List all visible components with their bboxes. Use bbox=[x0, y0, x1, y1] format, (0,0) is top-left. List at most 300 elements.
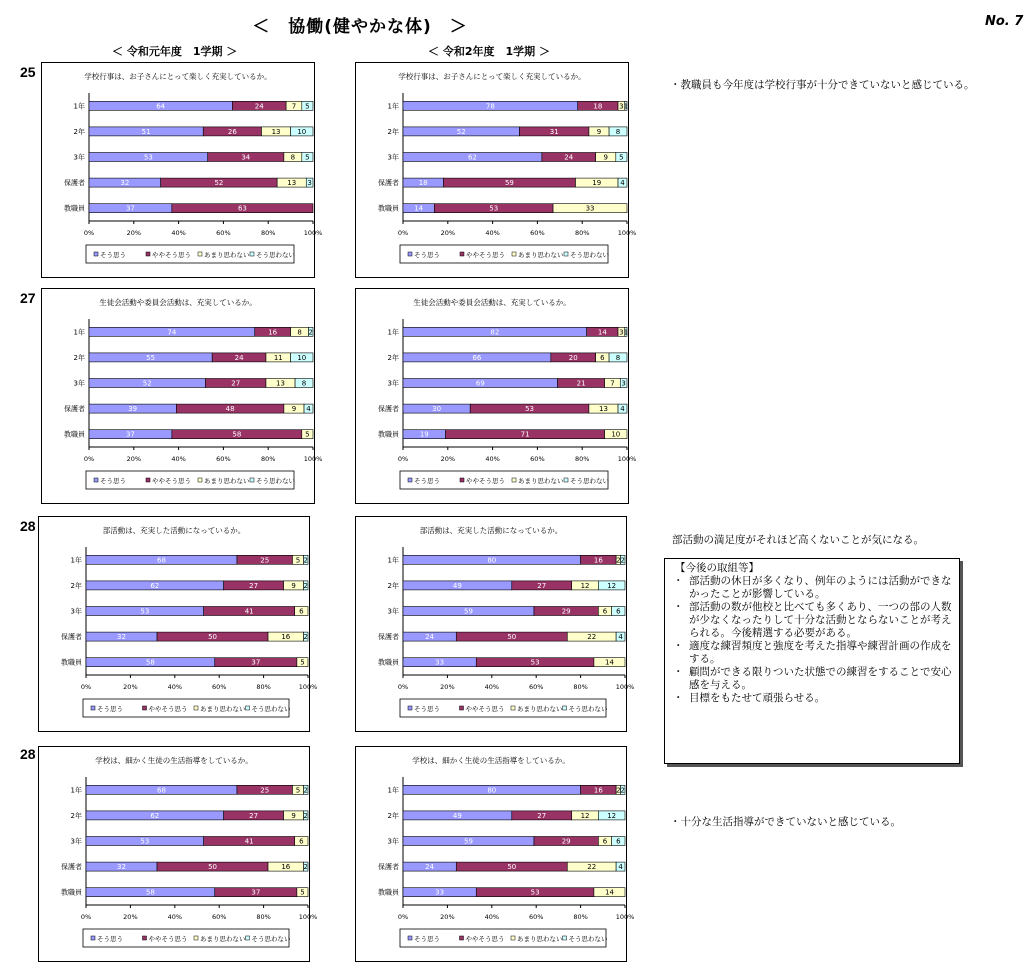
data-label: 52 bbox=[456, 127, 466, 136]
data-label: 27 bbox=[249, 811, 259, 820]
x-tick-label: 0% bbox=[397, 229, 409, 237]
question-number: 27 bbox=[20, 290, 36, 306]
legend-label: あまり思わない bbox=[518, 251, 564, 259]
x-tick-label: 60% bbox=[528, 683, 544, 691]
data-label: 2 bbox=[303, 581, 309, 590]
column-header-r2: ＜ 令和2年度 1学期 ＞ bbox=[428, 45, 550, 58]
category-label: 1年 bbox=[73, 102, 85, 111]
data-label: 62 bbox=[150, 811, 160, 820]
data-label: 8 bbox=[301, 379, 307, 388]
x-tick-label: 100% bbox=[617, 229, 637, 237]
legend-swatch bbox=[563, 706, 567, 710]
data-label: 33 bbox=[435, 888, 445, 897]
x-tick-label: 60% bbox=[216, 229, 231, 237]
legend-label: そう思う bbox=[100, 477, 126, 485]
data-label: 12 bbox=[580, 811, 590, 820]
data-label: 24 bbox=[425, 633, 435, 642]
data-label: 41 bbox=[244, 607, 254, 616]
stacked-bar-chart bbox=[356, 747, 635, 961]
data-label: 8 bbox=[615, 127, 621, 136]
data-label: 68 bbox=[157, 786, 166, 795]
plan-item: ・ 部活動の休日が多くなり、例年のようには活動ができなかったことが影響している。 bbox=[671, 575, 953, 601]
data-label: 3 bbox=[307, 179, 312, 188]
category-label: 保護者 bbox=[61, 863, 82, 872]
data-label: 3 bbox=[619, 328, 624, 337]
legend-swatch bbox=[246, 936, 250, 940]
chart-panel bbox=[41, 62, 323, 278]
chart-title: 学校行事は、お子さんにとって楽しく充実しているか。 bbox=[84, 72, 272, 81]
data-label: 53 bbox=[530, 658, 540, 667]
category-label: 教職員 bbox=[64, 204, 85, 213]
data-label: 14 bbox=[414, 204, 424, 213]
data-label: 5 bbox=[300, 658, 305, 667]
data-label: 9 bbox=[596, 127, 602, 136]
stacked-bar-chart bbox=[356, 289, 637, 503]
data-label: 37 bbox=[251, 658, 261, 667]
legend-label: そう思わない bbox=[570, 251, 609, 259]
category-label: 3年 bbox=[387, 153, 399, 162]
x-tick-label: 20% bbox=[123, 913, 138, 921]
category-label: 2年 bbox=[387, 811, 399, 820]
data-label: 6 bbox=[600, 353, 605, 362]
legend-swatch bbox=[408, 706, 412, 710]
data-label: 74 bbox=[167, 328, 177, 337]
legend-swatch bbox=[250, 478, 254, 482]
x-tick-label: 60% bbox=[211, 913, 227, 921]
data-label: 21 bbox=[576, 379, 586, 388]
category-label: 1年 bbox=[387, 556, 399, 565]
data-label: 80 bbox=[487, 786, 497, 795]
category-label: 教職員 bbox=[378, 658, 399, 667]
stacked-bar-chart bbox=[39, 747, 318, 961]
legend-swatch bbox=[512, 478, 516, 482]
legend-swatch bbox=[146, 478, 150, 482]
category-label: 1年 bbox=[387, 328, 399, 337]
legend-swatch bbox=[408, 252, 412, 256]
x-tick-label: 100% bbox=[617, 455, 637, 463]
chart-title: 生徒会活動や委員会活動は、充実しているか。 bbox=[99, 298, 257, 307]
x-tick-label: 100% bbox=[298, 683, 318, 691]
legend-label: そう思わない bbox=[570, 477, 609, 485]
data-label: 2 bbox=[620, 786, 626, 795]
x-tick-label: 0% bbox=[83, 455, 95, 463]
data-label: 12 bbox=[607, 581, 617, 590]
data-label: 1 bbox=[623, 102, 629, 111]
data-label: 5 bbox=[295, 556, 301, 565]
x-tick-label: 100% bbox=[303, 455, 323, 463]
legend-swatch bbox=[146, 252, 150, 256]
data-label: 6 bbox=[299, 837, 304, 846]
category-label: 2年 bbox=[387, 127, 399, 136]
data-label: 13 bbox=[276, 379, 285, 388]
stacked-bar-chart bbox=[42, 63, 323, 277]
x-tick-label: 40% bbox=[484, 683, 500, 691]
data-label: 14 bbox=[604, 888, 614, 897]
data-label: 41 bbox=[244, 837, 254, 846]
data-label: 68 bbox=[157, 556, 166, 565]
data-label: 2 bbox=[303, 633, 309, 642]
stacked-bar-chart bbox=[356, 517, 635, 731]
legend-label: あまり思わない bbox=[517, 935, 563, 943]
future-plan-box bbox=[664, 558, 960, 764]
data-label: 71 bbox=[520, 430, 530, 439]
data-label: 39 bbox=[128, 405, 138, 414]
data-label: 20 bbox=[568, 353, 578, 362]
legend-swatch bbox=[143, 706, 147, 710]
page-number: No. 7 bbox=[985, 14, 1024, 29]
data-label: 53 bbox=[140, 837, 150, 846]
data-label: 53 bbox=[530, 888, 540, 897]
stacked-bar-chart bbox=[356, 63, 637, 277]
category-label: 3年 bbox=[70, 607, 82, 616]
column-header-r1: ＜ 令和元年度 1学期 ＞ bbox=[112, 45, 238, 58]
category-label: 3年 bbox=[70, 837, 82, 846]
category-label: 3年 bbox=[73, 153, 85, 162]
data-label: 32 bbox=[120, 179, 130, 188]
legend-label: そう思う bbox=[100, 251, 126, 259]
x-tick-label: 20% bbox=[440, 229, 456, 237]
data-label: 4 bbox=[618, 863, 623, 872]
data-label: 59 bbox=[504, 179, 514, 188]
data-label: 2 bbox=[616, 786, 621, 795]
category-label: 教職員 bbox=[378, 430, 399, 439]
data-label: 8 bbox=[615, 353, 621, 362]
data-label: 9 bbox=[291, 405, 297, 414]
legend-swatch bbox=[143, 936, 147, 940]
x-tick-label: 80% bbox=[573, 683, 588, 691]
stacked-bar-chart bbox=[42, 289, 323, 503]
data-label: 22 bbox=[587, 633, 597, 642]
data-label: 13 bbox=[271, 127, 281, 136]
legend-swatch bbox=[91, 936, 95, 940]
legend-swatch bbox=[511, 936, 515, 940]
category-label: 3年 bbox=[387, 837, 399, 846]
data-label: 52 bbox=[142, 379, 152, 388]
comment-club: 部活動の満足度がそれほど高くないことが気になる。 bbox=[672, 534, 924, 546]
chart-panel bbox=[355, 516, 635, 732]
legend-swatch bbox=[512, 252, 516, 256]
data-label: 63 bbox=[237, 204, 247, 213]
future-plan-heading: 【今後の取組等】 bbox=[675, 562, 759, 574]
category-label: 教職員 bbox=[378, 888, 399, 897]
data-label: 31 bbox=[549, 127, 559, 136]
data-label: 2 bbox=[303, 786, 309, 795]
legend-label: そう思わない bbox=[568, 935, 608, 943]
data-label: 22 bbox=[587, 863, 597, 872]
x-tick-label: 0% bbox=[80, 913, 92, 921]
chart-panel bbox=[355, 62, 637, 278]
data-label: 69 bbox=[475, 379, 485, 388]
legend-label: あまり思わない bbox=[204, 477, 250, 485]
data-label: 10 bbox=[297, 127, 307, 136]
data-label: 16 bbox=[593, 786, 603, 795]
data-label: 10 bbox=[611, 430, 621, 439]
legend-label: ややそう思う bbox=[466, 477, 505, 485]
legend-swatch bbox=[460, 252, 464, 256]
data-label: 33 bbox=[585, 204, 595, 213]
data-label: 27 bbox=[537, 811, 547, 820]
data-label: 6 bbox=[602, 837, 608, 846]
legend-label: あまり思わない bbox=[204, 251, 250, 259]
data-label: 2 bbox=[620, 556, 626, 565]
data-label: 3 bbox=[621, 379, 626, 388]
plan-item: ・ 目標をもたせて頑張らせる。 bbox=[671, 692, 953, 705]
legend-swatch bbox=[198, 478, 202, 482]
legend-swatch bbox=[246, 706, 250, 710]
x-tick-label: 0% bbox=[397, 913, 409, 921]
chart-title: 学校行事は、お子さんにとって楽しく充実しているか。 bbox=[398, 72, 586, 81]
data-label: 18 bbox=[593, 102, 603, 111]
data-label: 16 bbox=[593, 556, 603, 565]
data-label: 37 bbox=[125, 204, 135, 213]
data-label: 25 bbox=[260, 786, 270, 795]
data-label: 82 bbox=[490, 328, 500, 337]
data-label: 53 bbox=[489, 204, 499, 213]
legend-swatch bbox=[408, 936, 412, 940]
data-label: 8 bbox=[297, 328, 302, 337]
data-label: 78 bbox=[485, 102, 495, 111]
legend-label: そう思わない bbox=[256, 251, 295, 259]
x-tick-label: 0% bbox=[83, 229, 95, 237]
data-label: 37 bbox=[251, 888, 261, 897]
data-label: 10 bbox=[297, 353, 307, 362]
legend-label: ややそう思う bbox=[152, 477, 191, 485]
category-label: 保護者 bbox=[378, 863, 399, 872]
data-label: 27 bbox=[249, 581, 259, 590]
category-label: 教職員 bbox=[61, 888, 82, 897]
data-label: 80 bbox=[487, 556, 497, 565]
data-label: 13 bbox=[599, 405, 608, 414]
legend-label: ややそう思う bbox=[465, 935, 505, 943]
x-tick-label: 60% bbox=[211, 683, 227, 691]
data-label: 12 bbox=[580, 581, 590, 590]
data-label: 24 bbox=[564, 153, 574, 162]
x-tick-label: 20% bbox=[123, 683, 138, 691]
data-label: 2 bbox=[616, 556, 621, 565]
chart-panel bbox=[38, 516, 318, 732]
data-label: 64 bbox=[156, 102, 166, 111]
data-label: 6 bbox=[299, 607, 304, 616]
legend-label: そう思わない bbox=[251, 935, 291, 943]
data-label: 5 bbox=[305, 430, 310, 439]
data-label: 5 bbox=[300, 888, 305, 897]
legend-swatch bbox=[194, 706, 198, 710]
x-tick-label: 80% bbox=[260, 229, 276, 237]
data-label: 55 bbox=[146, 353, 156, 362]
data-label: 53 bbox=[143, 153, 153, 162]
category-label: 1年 bbox=[387, 786, 399, 795]
category-label: 保護者 bbox=[378, 633, 399, 642]
data-label: 14 bbox=[597, 328, 607, 337]
data-label: 48 bbox=[225, 405, 235, 414]
data-label: 13 bbox=[287, 179, 297, 188]
data-label: 25 bbox=[260, 556, 270, 565]
data-label: 1 bbox=[623, 328, 629, 337]
category-label: 2年 bbox=[387, 353, 399, 362]
data-label: 53 bbox=[140, 607, 150, 616]
data-label: 37 bbox=[125, 430, 135, 439]
stacked-bar-chart bbox=[39, 517, 318, 731]
chart-panel bbox=[41, 288, 323, 504]
legend-swatch bbox=[198, 252, 202, 256]
legend-swatch bbox=[460, 706, 464, 710]
category-label: 1年 bbox=[73, 328, 85, 337]
x-tick-label: 20% bbox=[440, 913, 455, 921]
legend-label: ややそう思う bbox=[152, 251, 191, 259]
x-tick-label: 0% bbox=[397, 683, 409, 691]
data-label: 27 bbox=[231, 379, 241, 388]
x-tick-label: 40% bbox=[171, 229, 186, 237]
x-tick-label: 80% bbox=[260, 455, 276, 463]
data-label: 29 bbox=[561, 607, 571, 616]
legend-label: ややそう思う bbox=[148, 705, 188, 713]
category-label: 1年 bbox=[387, 102, 399, 111]
x-tick-label: 20% bbox=[440, 455, 456, 463]
x-tick-label: 80% bbox=[573, 913, 588, 921]
x-tick-label: 100% bbox=[615, 913, 635, 921]
legend-label: そう思う bbox=[97, 935, 123, 943]
legend-swatch bbox=[460, 936, 464, 940]
legend-label: あまり思わない bbox=[517, 705, 563, 713]
category-label: 2年 bbox=[73, 353, 85, 362]
legend-label: そう思う bbox=[97, 705, 123, 713]
data-label: 53 bbox=[525, 405, 535, 414]
data-label: 3 bbox=[619, 102, 624, 111]
category-label: 1年 bbox=[70, 786, 82, 795]
legend-swatch bbox=[511, 706, 515, 710]
legend-swatch bbox=[94, 252, 98, 256]
data-label: 16 bbox=[281, 863, 291, 872]
plan-item: ・ 適度な練習頻度と強度を考えた指導や練習計画の作成をする。 bbox=[671, 640, 953, 666]
data-label: 49 bbox=[452, 811, 462, 820]
category-label: 保護者 bbox=[378, 405, 399, 414]
legend-swatch bbox=[94, 478, 98, 482]
category-label: 2年 bbox=[70, 811, 82, 820]
category-label: 教職員 bbox=[61, 658, 82, 667]
chart-title: 生徒会活動や委員会活動は、充実しているか。 bbox=[413, 298, 571, 307]
data-label: 58 bbox=[145, 658, 155, 667]
data-label: 16 bbox=[281, 633, 291, 642]
data-label: 50 bbox=[208, 633, 218, 642]
data-label: 59 bbox=[464, 837, 473, 846]
data-label: 62 bbox=[467, 153, 477, 162]
question-number: 28 bbox=[20, 518, 36, 534]
data-label: 5 bbox=[295, 786, 301, 795]
data-label: 59 bbox=[464, 607, 473, 616]
page-title: ＜ 協働(健やかな体) ＞ bbox=[252, 17, 468, 37]
data-label: 9 bbox=[603, 153, 608, 162]
data-label: 32 bbox=[117, 633, 126, 642]
x-tick-label: 40% bbox=[485, 455, 500, 463]
x-tick-label: 100% bbox=[303, 229, 323, 237]
legend-swatch bbox=[408, 478, 412, 482]
data-label: 49 bbox=[452, 581, 462, 590]
data-label: 29 bbox=[561, 837, 571, 846]
data-label: 52 bbox=[214, 179, 224, 188]
legend-label: そう思う bbox=[414, 935, 440, 943]
data-label: 6 bbox=[602, 607, 608, 616]
data-label: 9 bbox=[291, 581, 296, 590]
x-tick-label: 100% bbox=[615, 683, 635, 691]
data-label: 16 bbox=[268, 328, 278, 337]
category-label: 保護者 bbox=[378, 179, 399, 188]
x-tick-label: 40% bbox=[485, 229, 500, 237]
data-label: 5 bbox=[305, 153, 310, 162]
data-label: 66 bbox=[472, 353, 482, 362]
chart-title: 学校は、細かく生徒の生活指導をしているか。 bbox=[95, 756, 253, 765]
question-number: 25 bbox=[20, 64, 36, 80]
chart-title: 部活動は、充実した活動になっているか。 bbox=[102, 526, 246, 535]
data-label: 24 bbox=[234, 353, 244, 362]
data-label: 30 bbox=[432, 405, 442, 414]
data-label: 24 bbox=[425, 863, 435, 872]
data-label: 32 bbox=[117, 863, 126, 872]
x-tick-label: 0% bbox=[80, 683, 92, 691]
chart-title: 学校は、細かく生徒の生活指導をしているか。 bbox=[412, 756, 570, 765]
chart-panel bbox=[38, 746, 318, 962]
legend-swatch bbox=[460, 478, 464, 482]
data-label: 5 bbox=[619, 153, 624, 162]
data-label: 14 bbox=[604, 658, 614, 667]
category-label: 教職員 bbox=[378, 204, 399, 213]
x-tick-label: 80% bbox=[574, 455, 590, 463]
plan-item: ・ 部活動の数が他校と比べても多くあり、一つの部の人数が少なくなったりして十分な活動とならないことが考えられる。今後精選する必要がある。 bbox=[671, 601, 953, 640]
legend-label: そう思う bbox=[414, 251, 440, 259]
data-label: 51 bbox=[141, 127, 151, 136]
x-tick-label: 60% bbox=[530, 455, 545, 463]
x-tick-label: 60% bbox=[216, 455, 231, 463]
data-label: 2 bbox=[308, 328, 313, 337]
data-label: 58 bbox=[232, 430, 242, 439]
data-label: 12 bbox=[607, 811, 617, 820]
x-tick-label: 20% bbox=[126, 455, 142, 463]
data-label: 2 bbox=[303, 556, 309, 565]
legend-label: そう思わない bbox=[251, 705, 291, 713]
legend-label: そう思う bbox=[414, 477, 440, 485]
x-tick-label: 40% bbox=[484, 913, 500, 921]
data-label: 19 bbox=[419, 430, 429, 439]
data-label: 7 bbox=[610, 379, 615, 388]
data-label: 26 bbox=[227, 127, 237, 136]
data-label: 19 bbox=[592, 179, 602, 188]
category-label: 2年 bbox=[387, 581, 399, 590]
comment-guidance: ・十分な生活指導ができていないと感じている。 bbox=[670, 816, 901, 828]
legend-swatch bbox=[194, 936, 198, 940]
x-tick-label: 80% bbox=[256, 913, 271, 921]
x-tick-label: 40% bbox=[167, 683, 183, 691]
x-tick-label: 60% bbox=[528, 913, 544, 921]
category-label: 3年 bbox=[387, 379, 399, 388]
data-label: 50 bbox=[208, 863, 218, 872]
data-label: 11 bbox=[273, 353, 283, 362]
data-label: 4 bbox=[618, 633, 623, 642]
data-label: 18 bbox=[418, 179, 428, 188]
legend-swatch bbox=[250, 252, 254, 256]
data-label: 50 bbox=[507, 633, 517, 642]
legend-label: ややそう思う bbox=[148, 935, 188, 943]
legend-label: あまり思わない bbox=[200, 705, 246, 713]
data-label: 6 bbox=[616, 837, 621, 846]
legend-label: そう思わない bbox=[568, 705, 608, 713]
x-tick-label: 80% bbox=[256, 683, 271, 691]
data-label: 4 bbox=[306, 405, 311, 414]
legend-label: そう思わない bbox=[256, 477, 295, 485]
data-label: 4 bbox=[620, 405, 625, 414]
legend-label: あまり思わない bbox=[518, 477, 564, 485]
comment-q25: ・教職員も今年度は学校行事が十分できていないと感じている。 bbox=[670, 79, 975, 91]
legend-swatch bbox=[91, 706, 95, 710]
data-label: 24 bbox=[254, 102, 264, 111]
